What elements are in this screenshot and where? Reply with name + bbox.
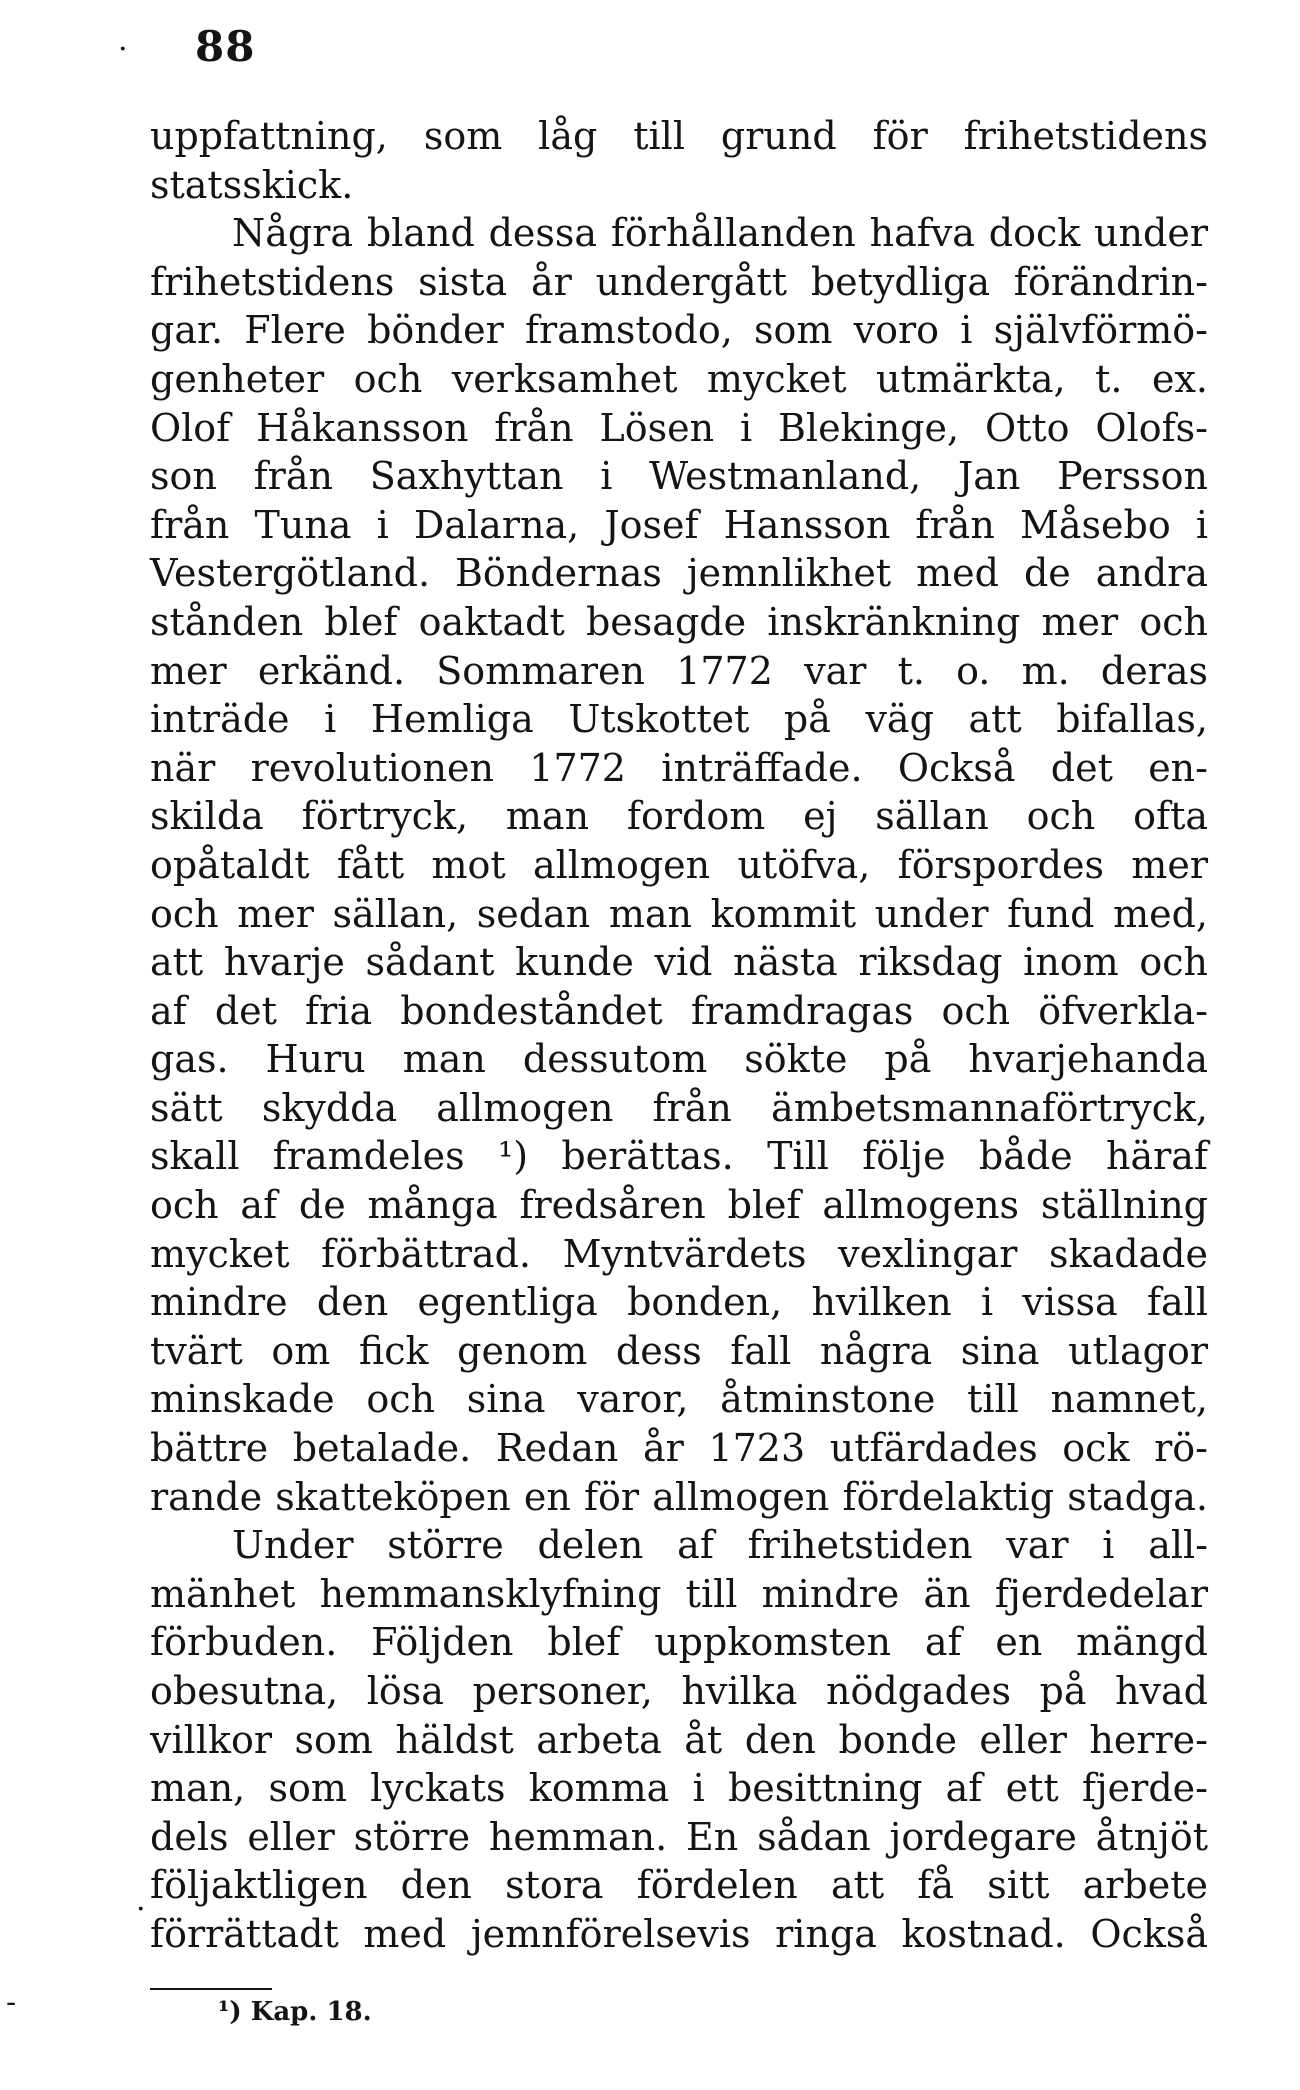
text-line: mindre den egentliga bonden, hvilken i vissa fall [150,1280,1208,1325]
text-line: uppfattning, som låg till grund för frihetstidens [150,114,1208,158]
text-line: från Tuna i Dalarna, Josef Hansson från Måsebo i [150,502,1208,547]
text-line: skilda förtryck, man fordom ej sällan och ofta [150,794,1208,839]
body-text [150,112,1208,1959]
text-line: Vestergötland. Böndernas jemnlikhet med de andra [150,551,1208,596]
text-line: mycket förbättrad. Myntvärdets vexlingar skadade [150,1231,1208,1276]
text-line: sätt skydda allmogen från ämbetsmannaförtryck, [150,1085,1208,1130]
text-line: och af de många fredsåren blef allmogens ställning [150,1183,1208,1228]
text-line: villkor som häldst arbeta åt den bonde eller herre- [150,1717,1208,1762]
margin-dot-top: . [118,23,128,58]
text-line: son från Saxhyttan i Westmanland, Jan Persson [150,454,1208,499]
text-line: mer erkänd. Sommaren 1772 var t. o. m. deras [150,648,1208,693]
text-line: rande skatteköpen en för allmogen fördelaktig stadga. [150,1474,1208,1519]
text-line: minskade och sina varor, åtminstone till namnet, [150,1377,1208,1422]
text-line: bättre betalade. Redan år 1723 utfärdades ock rö- [150,1426,1208,1471]
margin-dot-bottom: . [136,1883,146,1918]
text-line: följaktligen den stora fördelen att få sitt arbete [150,1863,1208,1908]
text-line: förrättadt med jemnförelsevis ringa kostnad. Också [150,1911,1208,1956]
page-number: 88 [195,22,256,71]
text-line: skall framdeles ¹) berättas. Till följe både häraf [150,1134,1208,1179]
text-line: dels eller större hemman. En sådan jordegare åtnjöt [150,1814,1208,1859]
text-line: frihetstidens sista år undergått betydliga förändrin- [150,259,1208,304]
text-line: mänhet hemmansklyfning till mindre än fjerdedelar [150,1571,1208,1616]
text-line: att hvarje sådant kunde vid nästa riksdag inom och [150,940,1208,985]
text-line: gar. Flere bönder framstodo, som voro i självförmö- [150,308,1208,353]
text-line: Under större delen af frihetstiden var i all- [232,1523,1208,1568]
text-line: af det fria bondeståndet framdragas och öfverkla- [150,988,1208,1033]
text-line: gas. Huru man dessutom sökte på hvarjehanda [150,1037,1208,1082]
text-line: stånden blef oaktadt besagde inskränkning mer och [150,599,1208,644]
footnote-divider [150,1988,272,1990]
text-line: och mer sällan, sedan man kommit under fund med, [150,891,1208,936]
text-line: man, som lyckats komma i besittning af ett fjerde- [150,1766,1208,1811]
text-line: opåtaldt fått mot allmogen utöfva, förspordes mer [150,842,1208,887]
footnote: ¹) Kap. 18. [218,1997,372,2027]
text-line: inträde i Hemliga Utskottet på väg att bifallas, [150,697,1208,742]
text-line: Några bland dessa förhållanden hafva dock under [232,211,1208,256]
text-line: Olof Håkansson från Lösen i Blekinge, Otto Olofs- [150,405,1208,450]
text-line: obesutna, lösa personer, hvilka nödgades på hvad [150,1669,1208,1713]
margin-dash: - [6,1985,17,2020]
text-line: förbuden. Följden blef uppkomsten af en mängd [150,1620,1208,1665]
text-line: tvärt om fick genom dess fall några sina utlagor [150,1328,1208,1373]
text-line: när revolutionen 1772 inträffade. Också det en- [150,745,1208,790]
text-line: statsskick. [150,162,354,207]
text-line: genheter och verksamhet mycket utmärkta, t. ex. [150,356,1208,401]
